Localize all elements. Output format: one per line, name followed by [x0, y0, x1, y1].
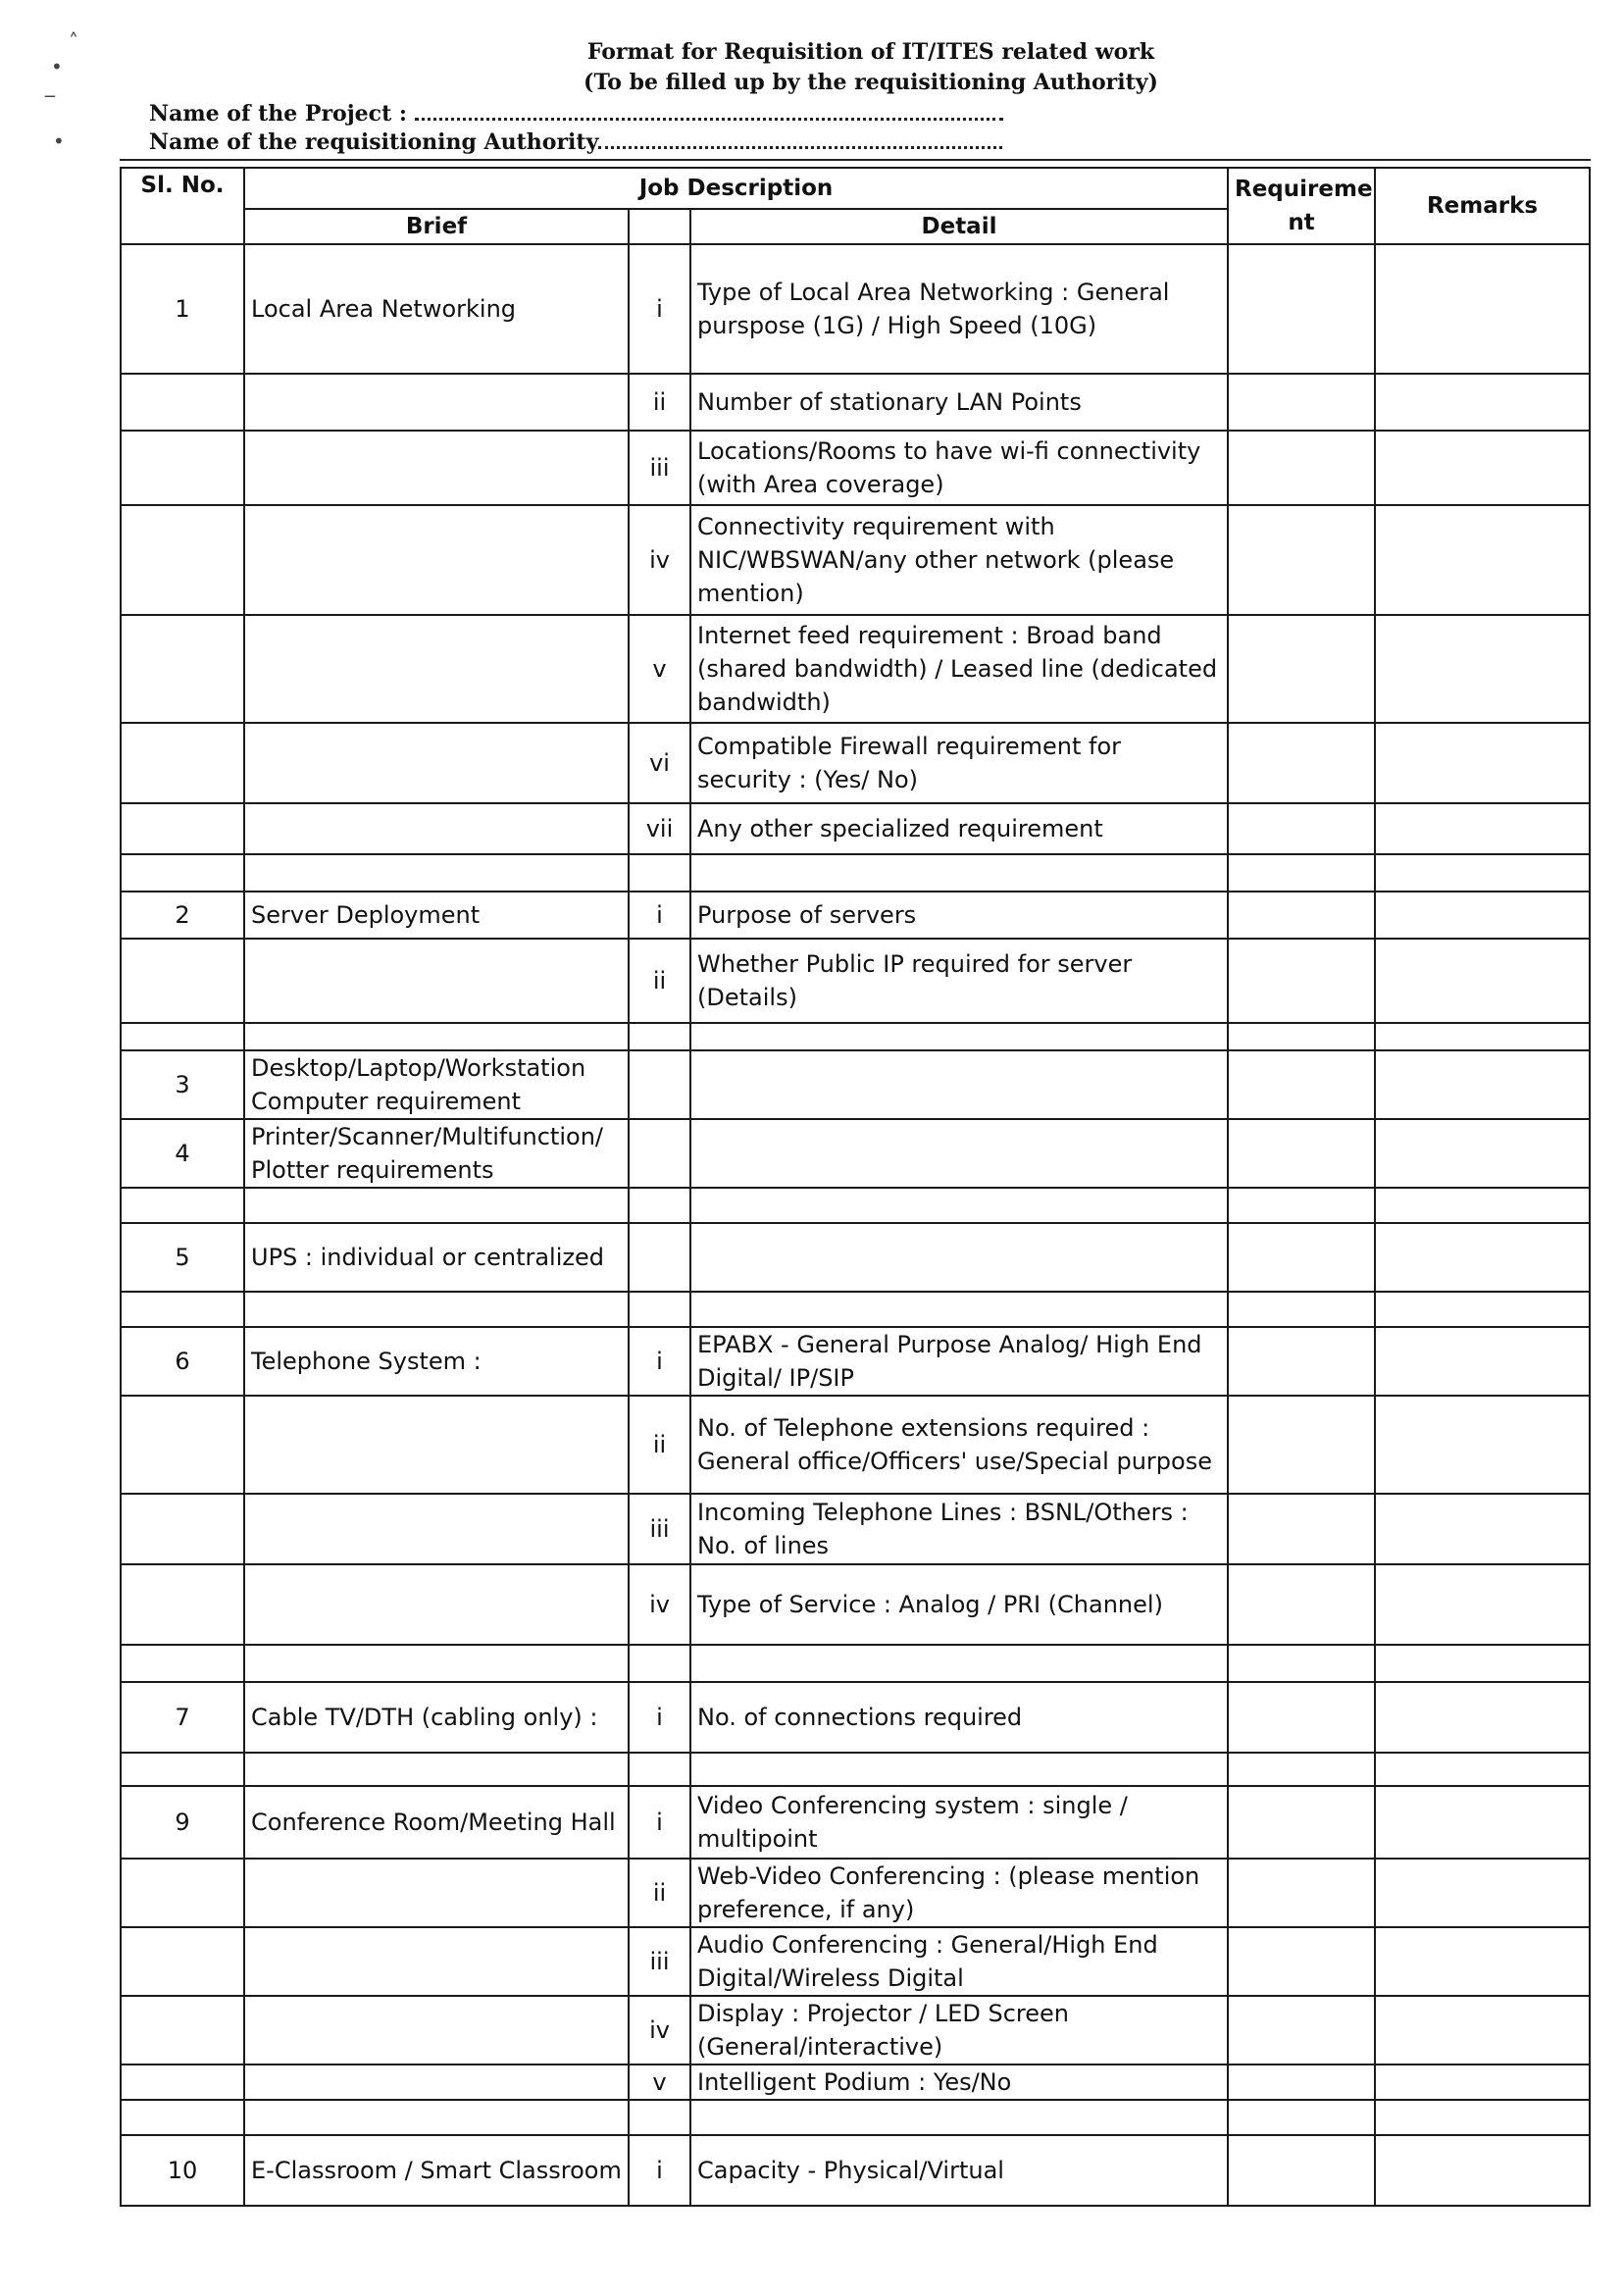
roman-cell: iv — [629, 1996, 690, 2065]
requirement-input-cell[interactable] — [1228, 1327, 1375, 1396]
remarks-input-cell[interactable] — [1375, 1753, 1590, 1786]
margin-mark: ˄ — [69, 29, 78, 53]
sl-cell — [121, 1564, 244, 1645]
remarks-input-cell[interactable] — [1375, 1494, 1590, 1564]
detail-cell: Connectivity requirement with NIC/WBSWAN/any other network (please mention) — [690, 505, 1228, 615]
authority-name-field[interactable] — [598, 128, 1002, 149]
roman-cell — [629, 1645, 690, 1682]
table-row — [121, 2100, 1590, 2135]
table-row — [121, 1682, 1590, 1753]
brief-cell — [244, 1996, 629, 2065]
remarks-input-cell[interactable] — [1375, 854, 1590, 892]
project-name-field[interactable] — [415, 100, 1003, 121]
brief-cell — [244, 1292, 629, 1327]
table-row — [121, 854, 1590, 892]
requirement-input-cell[interactable] — [1228, 1292, 1375, 1327]
detail-cell — [690, 1023, 1228, 1050]
header-brief: Brief — [244, 209, 629, 244]
remarks-input-cell[interactable] — [1375, 1786, 1590, 1859]
sl-cell — [121, 1753, 244, 1786]
header-requirement-line-1: Requireme — [1235, 177, 1373, 202]
requirement-input-cell[interactable] — [1228, 892, 1375, 939]
brief-cell — [244, 615, 629, 723]
roman-cell — [629, 1753, 690, 1786]
requirement-input-cell[interactable] — [1228, 374, 1375, 431]
brief-cell — [244, 723, 629, 803]
remarks-input-cell[interactable] — [1375, 2100, 1590, 2135]
brief-cell — [244, 505, 629, 615]
brief-cell — [244, 939, 629, 1023]
table-row — [121, 1996, 1590, 2065]
brief-cell — [244, 1859, 629, 1927]
sl-cell — [121, 1023, 244, 1050]
table-row — [121, 1564, 1590, 1645]
brief-cell — [244, 2100, 629, 2135]
requirement-input-cell[interactable] — [1228, 1223, 1375, 1292]
table-row — [121, 1753, 1590, 1786]
table-row — [121, 431, 1590, 505]
table-row — [121, 615, 1590, 723]
requirement-input-cell[interactable] — [1228, 505, 1375, 615]
roman-cell: ii — [629, 1396, 690, 1494]
margin-mark: ‾ — [45, 92, 55, 116]
detail-cell — [690, 1050, 1228, 1119]
remarks-input-cell[interactable] — [1375, 1859, 1590, 1927]
remarks-input-cell[interactable] — [1375, 803, 1590, 854]
sl-cell — [121, 1396, 244, 1494]
roman-cell — [629, 1050, 690, 1119]
table-row — [121, 1050, 1590, 1119]
remarks-input-cell[interactable] — [1375, 1223, 1590, 1292]
brief-cell — [244, 1494, 629, 1564]
table-row — [121, 1494, 1590, 1564]
requirement-input-cell[interactable] — [1228, 2100, 1375, 2135]
remarks-input-cell[interactable] — [1375, 2135, 1590, 2206]
sl-cell — [121, 2100, 244, 2135]
sl-cell: 9 — [121, 1786, 244, 1859]
remarks-input-cell[interactable] — [1375, 1645, 1590, 1682]
roman-cell: i — [629, 892, 690, 939]
sl-cell — [121, 803, 244, 854]
remarks-input-cell[interactable] — [1375, 615, 1590, 723]
sl-cell — [121, 374, 244, 431]
remarks-input-cell[interactable] — [1375, 939, 1590, 1023]
brief-cell — [244, 1927, 629, 1996]
table-row — [121, 374, 1590, 431]
brief-cell — [244, 374, 629, 431]
table-row — [121, 505, 1590, 615]
project-name-line — [149, 100, 1003, 127]
table-row — [121, 939, 1590, 1023]
sl-cell: 3 — [121, 1050, 244, 1119]
table-row — [121, 1786, 1590, 1859]
sl-cell — [121, 939, 244, 1023]
header-requirement — [1228, 168, 1375, 244]
table-row — [121, 2135, 1590, 2206]
requirement-input-cell[interactable] — [1228, 854, 1375, 892]
brief-cell: Conference Room/Meeting Hall — [244, 1786, 629, 1859]
roman-cell: ii — [629, 939, 690, 1023]
detail-cell — [690, 1188, 1228, 1223]
brief-cell — [244, 2065, 629, 2100]
detail-cell: Internet feed requirement : Broad band (shared bandwidth) / Leased line (dedicated bandwidth) — [690, 615, 1228, 723]
top-rule — [120, 159, 1591, 161]
roman-cell — [629, 1188, 690, 1223]
detail-cell: Display : Projector / LED Screen (General/interactive) — [690, 1996, 1228, 2065]
detail-cell: Video Conferencing system : single / multipoint — [690, 1786, 1228, 1859]
table-row — [121, 892, 1590, 939]
authority-name-line — [149, 128, 1002, 155]
sl-cell — [121, 1996, 244, 2065]
brief-cell — [244, 803, 629, 854]
roman-cell: vi — [629, 723, 690, 803]
table-row — [121, 1188, 1590, 1223]
margin-mark: • — [53, 129, 65, 153]
roman-cell: i — [629, 244, 690, 374]
requirement-input-cell[interactable] — [1228, 803, 1375, 854]
roman-cell: i — [629, 1327, 690, 1396]
roman-cell — [629, 1223, 690, 1292]
brief-cell: E-Classroom / Smart Classroom — [244, 2135, 629, 2206]
roman-cell — [629, 2100, 690, 2135]
brief-cell: Local Area Networking — [244, 244, 629, 374]
roman-cell: iii — [629, 1927, 690, 1996]
requirement-input-cell[interactable] — [1228, 1786, 1375, 1859]
sl-cell: 2 — [121, 892, 244, 939]
sl-cell: 1 — [121, 244, 244, 374]
authority-label: Name of the requisitioning Authority — [149, 129, 599, 155]
roman-cell: iv — [629, 505, 690, 615]
roman-cell: iii — [629, 431, 690, 505]
detail-cell: Intelligent Podium : Yes/No — [690, 2065, 1228, 2100]
table-row — [121, 1327, 1590, 1396]
requirement-input-cell[interactable] — [1228, 1119, 1375, 1188]
remarks-input-cell[interactable] — [1375, 505, 1590, 615]
sl-cell — [121, 505, 244, 615]
remarks-input-cell[interactable] — [1375, 244, 1590, 374]
detail-cell — [690, 854, 1228, 892]
detail-cell: No. of connections required — [690, 1682, 1228, 1753]
requirement-input-cell[interactable] — [1228, 723, 1375, 803]
requirement-input-cell[interactable] — [1228, 1188, 1375, 1223]
roman-cell: i — [629, 2135, 690, 2206]
roman-cell: iv — [629, 1564, 690, 1645]
roman-cell: ii — [629, 1859, 690, 1927]
remarks-input-cell[interactable] — [1375, 1682, 1590, 1753]
table-row — [121, 803, 1590, 854]
sl-cell: 7 — [121, 1682, 244, 1753]
roman-cell: ii — [629, 374, 690, 431]
brief-cell — [244, 854, 629, 892]
requirement-input-cell[interactable] — [1228, 1996, 1375, 2065]
brief-cell — [244, 1188, 629, 1223]
brief-cell — [244, 431, 629, 505]
sl-cell — [121, 723, 244, 803]
detail-cell: Any other specialized requirement — [690, 803, 1228, 854]
remarks-input-cell[interactable] — [1375, 1996, 1590, 2065]
form-title — [0, 37, 1624, 98]
sl-cell — [121, 1645, 244, 1682]
table-row — [121, 1396, 1590, 1494]
remarks-input-cell[interactable] — [1375, 2065, 1590, 2100]
detail-cell — [690, 1753, 1228, 1786]
roman-cell — [629, 1023, 690, 1050]
sl-cell — [121, 1292, 244, 1327]
requirement-input-cell[interactable] — [1228, 1396, 1375, 1494]
brief-cell — [244, 1645, 629, 1682]
detail-cell: Whether Public IP required for server (Details) — [690, 939, 1228, 1023]
detail-cell — [690, 1645, 1228, 1682]
requirement-input-cell[interactable] — [1228, 431, 1375, 505]
remarks-input-cell[interactable] — [1375, 1023, 1590, 1050]
title-line-2: (To be filled up by the requisitioning Authority) — [584, 70, 1158, 95]
remarks-input-cell[interactable] — [1375, 1188, 1590, 1223]
header-detail: Detail — [690, 209, 1228, 244]
detail-cell: Purpose of servers — [690, 892, 1228, 939]
roman-cell: v — [629, 615, 690, 723]
brief-cell: Server Deployment — [244, 892, 629, 939]
sl-cell — [121, 854, 244, 892]
margin-mark: • — [51, 55, 63, 78]
detail-cell: Compatible Firewall requirement for security : (Yes/ No) — [690, 723, 1228, 803]
table-row — [121, 1119, 1590, 1188]
requirement-input-cell[interactable] — [1228, 244, 1375, 374]
table-row — [121, 1927, 1590, 1996]
detail-cell: Type of Service : Analog / PRI (Channel) — [690, 1564, 1228, 1645]
detail-cell — [690, 1292, 1228, 1327]
brief-cell — [244, 1753, 629, 1786]
requirement-input-cell[interactable] — [1228, 1023, 1375, 1050]
requirement-input-cell[interactable] — [1228, 615, 1375, 723]
detail-cell: Audio Conferencing : General/High End Digital/Wireless Digital — [690, 1927, 1228, 1996]
detail-cell: Web-Video Conferencing : (please mention preference, if any) — [690, 1859, 1228, 1927]
remarks-input-cell[interactable] — [1375, 723, 1590, 803]
roman-cell — [629, 1292, 690, 1327]
sl-cell — [121, 1927, 244, 1996]
sl-cell — [121, 431, 244, 505]
detail-cell — [690, 1223, 1228, 1292]
requirement-input-cell[interactable] — [1228, 2135, 1375, 2206]
requirement-input-cell[interactable] — [1228, 1564, 1375, 1645]
detail-cell: Locations/Rooms to have wi-fi connectivity (with Area coverage) — [690, 431, 1228, 505]
table-row — [121, 1859, 1590, 1927]
roman-cell: i — [629, 1682, 690, 1753]
detail-cell — [690, 1119, 1228, 1188]
roman-cell: iii — [629, 1494, 690, 1564]
table-row — [121, 1223, 1590, 1292]
table-row — [121, 244, 1590, 374]
roman-cell: i — [629, 1786, 690, 1859]
detail-cell: Type of Local Area Networking : General purspose (1G) / High Speed (10G) — [690, 244, 1228, 374]
remarks-input-cell[interactable] — [1375, 1327, 1590, 1396]
header-job-description: Job Description — [244, 168, 1228, 209]
requirement-input-cell[interactable] — [1228, 1682, 1375, 1753]
sl-cell — [121, 1188, 244, 1223]
remarks-input-cell[interactable] — [1375, 1564, 1590, 1645]
brief-cell — [244, 1023, 629, 1050]
remarks-input-cell[interactable] — [1375, 1927, 1590, 1996]
roman-cell — [629, 854, 690, 892]
project-label: Name of the Project : — [149, 101, 408, 127]
brief-cell: Cable TV/DTH (cabling only) : — [244, 1682, 629, 1753]
remarks-input-cell[interactable] — [1375, 1396, 1590, 1494]
remarks-input-cell[interactable] — [1375, 1292, 1590, 1327]
requirement-input-cell[interactable] — [1228, 1494, 1375, 1564]
brief-cell: Desktop/Laptop/Workstation Computer requirement — [244, 1050, 629, 1119]
title-line-1: Format for Requisition of IT/ITES related work — [586, 39, 1155, 65]
sl-cell — [121, 1494, 244, 1564]
requirement-input-cell[interactable] — [1228, 1859, 1375, 1927]
requirement-input-cell[interactable] — [1228, 2065, 1375, 2100]
requisition-table — [120, 167, 1591, 2207]
requirement-input-cell[interactable] — [1228, 1927, 1375, 1996]
remarks-input-cell[interactable] — [1375, 374, 1590, 431]
brief-cell: UPS : individual or centralized — [244, 1223, 629, 1292]
header-blank — [629, 209, 690, 244]
detail-cell: Number of stationary LAN Points — [690, 374, 1228, 431]
requirement-input-cell[interactable] — [1228, 1050, 1375, 1119]
header-requirement-line-2: nt — [1288, 210, 1315, 235]
detail-cell: EPABX - General Purpose Analog/ High End Digital/ IP/SIP — [690, 1327, 1228, 1396]
remarks-input-cell[interactable] — [1375, 1050, 1590, 1119]
roman-cell — [629, 1119, 690, 1188]
header-sl-no: Sl. No. — [121, 168, 244, 244]
detail-cell: No. of Telephone extensions required : General office/Officers' use/Special purpose — [690, 1396, 1228, 1494]
brief-cell: Telephone System : — [244, 1327, 629, 1396]
roman-cell: vii — [629, 803, 690, 854]
sl-cell: 10 — [121, 2135, 244, 2206]
sl-cell: 5 — [121, 1223, 244, 1292]
remarks-input-cell[interactable] — [1375, 892, 1590, 939]
brief-cell — [244, 1396, 629, 1494]
table-row — [121, 1645, 1590, 1682]
table-row — [121, 723, 1590, 803]
table-row — [121, 2065, 1590, 2100]
remarks-input-cell[interactable] — [1375, 431, 1590, 505]
table-row — [121, 1292, 1590, 1327]
sl-cell — [121, 615, 244, 723]
header-remarks: Remarks — [1375, 168, 1590, 244]
requirement-input-cell[interactable] — [1228, 1753, 1375, 1786]
detail-cell: Capacity - Physical/Virtual — [690, 2135, 1228, 2206]
sl-cell — [121, 1859, 244, 1927]
brief-cell — [244, 1564, 629, 1645]
sl-cell: 4 — [121, 1119, 244, 1188]
remarks-input-cell[interactable] — [1375, 1119, 1590, 1188]
brief-cell: Printer/Scanner/Multifunction/ Plotter requirements — [244, 1119, 629, 1188]
table-row — [121, 1023, 1590, 1050]
detail-cell: Incoming Telephone Lines : BSNL/Others : No. of lines — [690, 1494, 1228, 1564]
roman-cell: v — [629, 2065, 690, 2100]
sl-cell: 6 — [121, 1327, 244, 1396]
requirement-input-cell[interactable] — [1228, 939, 1375, 1023]
detail-cell — [690, 2100, 1228, 2135]
sl-cell — [121, 2065, 244, 2100]
requirement-input-cell[interactable] — [1228, 1645, 1375, 1682]
